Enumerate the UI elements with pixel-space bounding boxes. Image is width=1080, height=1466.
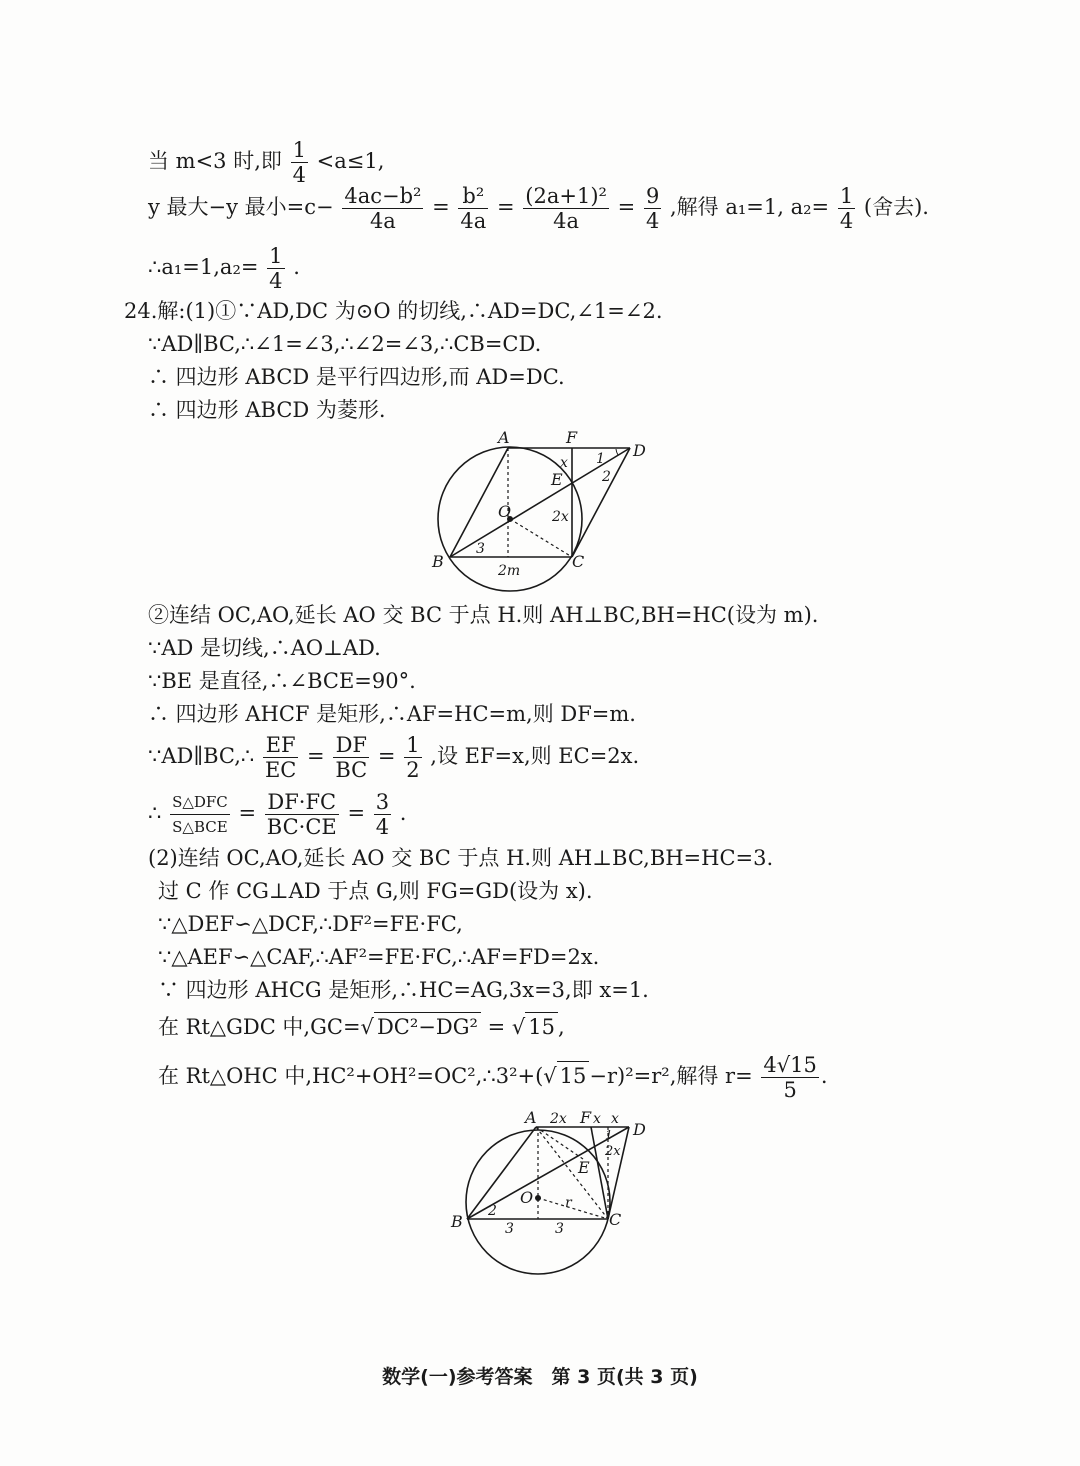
solution-line: ∵BE 是直径,∴∠BCE=90°. [148,669,416,693]
label-c: C [572,552,585,571]
sqrt: DC²−DG² [374,1012,481,1041]
geometry-figure-2 [445,1105,655,1275]
fraction: $\frac{EF}{EC}$ [264,733,297,782]
solution-line: (2)连结 OC,AO,延长 AO 交 BC 于点 H.则 AH⊥BC,BH=HC=3. [148,846,774,870]
fraction: $\frac{DF}{BC}$ [335,733,368,782]
fraction: $\frac{\text{S△DFC}}{\text{S△BCE}}$ [170,790,230,839]
label-angle-1: 1 [605,1128,613,1142]
label-3: 3 [555,1221,564,1237]
fraction: $\frac{1}{4}$ [292,138,306,187]
label-r: r [565,1195,572,1211]
label-angle-2: 2 [488,1203,497,1219]
text: 当 m<3 时,即 [148,149,282,173]
label-f: F [566,428,578,447]
label-angle-3: 3 [476,541,485,557]
fraction: $\frac{\text{(2a+1)²}}{4a}$ [525,184,607,233]
label-c: C [609,1210,622,1229]
segment-oc [538,1198,608,1219]
angle-arc [616,449,618,455]
label-e: E [578,1158,590,1177]
solution-line: y 最大−y 最小=c− $\frac{\text{4ac−b²}}{4a}$ = $\frac{\text{b²}}{4a}$ = $\frac{\text{(2a+1)²}}{4a}$ = $\frac{9}{4}$ ,解得 a₁=1, a₂= $\frac{1}{4}$ (舍去). [148,184,929,233]
label-d: D [633,441,646,460]
fraction: $\frac{1}{2}$ [406,733,420,782]
solution-line: 24.解:(1)①∵AD,DC 为⊙O 的切线,∴AD=DC,∠1=∠2. [124,299,663,323]
solution-line: ∵AD∥BC,∴∠1=∠3,∴∠2=∠3,∴CB=CD. [148,332,542,356]
label-x: x [560,455,568,471]
sqrt: 15 [525,1012,558,1041]
label-x: x [593,1111,601,1127]
label-x: x [611,1111,619,1127]
label-angle-2: 2 [602,469,611,485]
fraction: $\frac{1}{4}$ [839,184,854,233]
solution-line: ∴ 四边形 AHCF 是矩形,∴AF=HC=m,则 DF=m. [148,702,636,726]
solution-line: ∵△AEF∽△CAF,∴AF²=FE·FC,∴AF=FD=2x. [158,945,600,969]
fraction: $\frac{\text{b²}}{4a}$ [460,184,487,233]
label-angle-1: 1 [596,451,605,467]
solution-line: 过 C 作 CG⊥AD 于点 G,则 FG=GD(设为 x). [158,879,593,903]
label-2x: 2x [552,509,569,525]
label-d: D [633,1120,646,1139]
center-dot [535,1195,541,1201]
label-f: F [580,1108,592,1127]
page-footer: 数学(一)参考答案 第 3 页(共 3 页) [382,1366,698,1388]
label-e: E [551,470,563,489]
label-b: B [451,1212,463,1231]
segment-ae [536,1127,583,1159]
solution-line: ②连结 OC,AO,延长 AO 交 BC 于点 H.则 AH⊥BC,BH=HC(设为 m). [148,603,819,627]
solution-line: ∴ 四边形 ABCD 为菱形. [148,398,386,422]
text: <a≤1, [316,149,385,173]
fraction: $\frac{4√15}{5}$ [763,1053,817,1102]
solution-line: ∵△DEF∽△DCF,∴DF²=FE·FC, [158,912,463,936]
label-a: A [525,1108,537,1127]
fraction: $\frac{1}{4}$ [269,244,283,293]
solution-line: 在 Rt△OHC 中,HC²+OH²=OC²,∴3²+(√ 15 −r)²=r²,解得 r= $\frac{4√15}{5}$ . [158,1053,828,1102]
label-a: A [498,428,510,447]
label-2x: 2x [550,1111,567,1127]
label-o: O [498,502,512,521]
fraction: $\frac{\text{4ac−b²}}{4a}$ [344,184,422,233]
fraction: $\frac{DF\cdot FC}{BC\cdot CE}$ [266,790,337,839]
solution-line: ∴ $\frac{\text{S△DFC}}{\text{S△BCE}}$ = $\frac{DF\cdot FC}{BC\cdot CE}$ = $\frac{3}{4}$ . [148,790,407,839]
sqrt: 15 [557,1061,590,1090]
solution-line: ∴ 四边形 ABCD 是平行四边形,而 AD=DC. [148,365,565,389]
solution-line: 在 Rt△GDC 中,GC=√ DC²−DG² = √ 15 , [158,1012,565,1041]
solution-line: ∵AD 是切线,∴AO⊥AD. [148,636,381,660]
label-o: O [520,1188,534,1207]
solution-line: ∵ 四边形 AHCG 是矩形,∴HC=AG,3x=3,即 x=1. [158,978,649,1002]
solution-line: ∴a₁=1,a₂= $\frac{1}{4}$ . [148,244,300,293]
label-2m: 2m [498,563,521,579]
solution-line: ∵AD∥BC,∴ $\frac{EF}{EC}$ = $\frac{DF}{BC}$ = $\frac{1}{2}$ ,设 EF=x,则 EC=2x. [148,733,640,782]
label-3: 3 [505,1221,514,1237]
text: y 最大−y 最小=c− [148,195,334,219]
fraction: $\frac{9}{4}$ [645,184,660,233]
fraction: $\frac{3}{4}$ [375,790,390,839]
solution-line [148,138,384,187]
geometry-figure-1 [420,425,660,595]
label-b: B [432,552,444,571]
label-2x: 2x [605,1144,621,1159]
